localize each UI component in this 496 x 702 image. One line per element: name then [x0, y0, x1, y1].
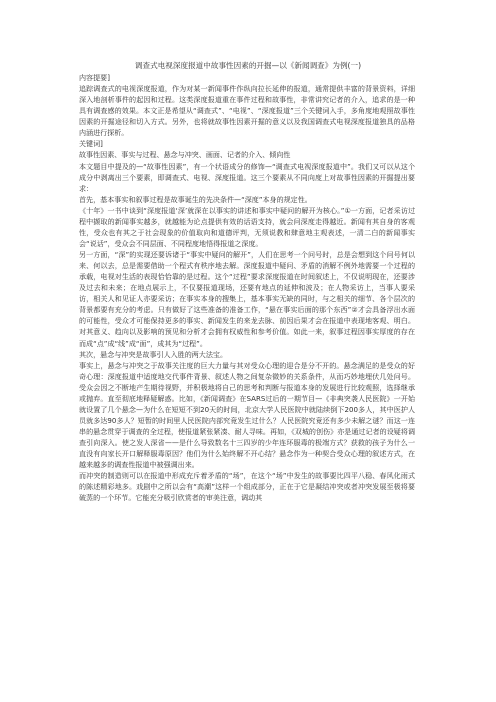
- keywords-text: 故事性因素、事实与过程、悬念与冲突、画面、记者的介入、倾向性: [79, 150, 291, 160]
- body-paragraph: 本文题目中提及的—“故事性因素”，有一个状语成分的修饰—“调查式电视深度报道中”。我们又可以从这个成分中剥离出三个要素，即调查式、电视、深度报道。这三个要素从不同向度上对故事性因素的开掘提出要求：: [79, 161, 415, 193]
- abstract-heading: 内容提要]: [79, 73, 110, 82]
- section-heading-second: 其次，悬念与冲突是故事引人入胜的两大法宝。: [79, 349, 227, 359]
- abstract-text: 追踪调查式的电视深度报道，作为对某一新闻事件作纵向拉长延伸的报道，通常提供丰富的背景资料，详细深入地剖析事件的起因和过程。这类深度报道重在事件过程和故事性，非常讲究记者的介入，追求的是一种具有调查感的效果。本文正是希望从“调查式”、“电视”、“深度报道”三个关键词入手，多角度地观照故事性因素的开掘途径和切入方式。另外，也将就故事性因素开掘的意义以及我国调查式电视深度报道独具的品格内涵进行探析。: [79, 84, 415, 138]
- body-paragraph: 事实上，悬念与冲突之于故事关注度的巨大力量与其对受众心理的迎合是分不开的。悬念满足的是受众的好奇心理：深度报道中适度地交代事件背景、叙述人物之间复杂微妙的关系条件，从而巧妙地埋伏几处问号。受众会因之不断地产生期待视野，并积极地将自己的思考和判断与报道本身的发展进行比较观照，选择继承或抛弃。直至彻底地释疑解惑。比如，《新闻调查》在SARS过后的一期节目—《非典突袭人民医院》一开始就设置了几个悬念—为什么在短短不到20天的时间，北京大学人民医院中就陆续倒下200多人，其中医护人员就多达90多人？短暂的时间里人民医院内部究竟发生过什么？人民医院究竟还有多少未解之谜？而这一连串的悬念贯穿于调查的全过程，使报道紧张紧凑、耐人寻味。再如，《双城的创伤》亦是通过记者的设疑将调查引向深入。使之发人深省——是什么导致数名十三四岁的少年连环服毒的极端方式？获救的孩子为什么一直没有向家长开口解释服毒原因？他们为什么始终解不开心结？悬念作为一种契合受众心理的叙述方式，在越来越多的调查性报道中被强调出来。: [79, 360, 415, 470]
- body-paragraph: 而冲突的制造则可以在报道中形成充斥着矛盾的“场”，在这个“场”中发生的故事要比四平八稳、春风化雨式的陈述精彩地多。戏剧中之所以会有“高潮”这样一个组成部分，正在于它是凝结冲突或者冲突发展至极将要破蒸的一个环节。它能充分吸引欣赏者的审美注意，调动其: [79, 471, 415, 503]
- body-paragraph: 另一方面，“深”的实现还要诉诸于“事实中疑问的解开”，人们在思考一个问号时，总是会想到这个问号何以来、何以去，总是需要借助一个程式有秩序地去解。深度报道中疑问、矛盾的消解不例外地需要一个过程的承载，电视对生活的表现恰恰靠的是过程。这个“过程”要求深度报道在时间叙述上，不仅说明现在，还要涉及过去和未来；在地点展示上，不仅要报道现场，还要有地点的延伸和波及；在人物采访上，当事人要采访，相关人和见证人亦要采访；在事实本身的搜集上，基本事实无缺的同时，与之相关的细节、各个层次的背景都要有充分的考虑。只有做好了这些准备的准备工作，“悬在事实后面的那个东西”②才会具备浮出水面的可能性，受众才可能保持更多的事实、新闻发生的来龙去脉、前因后果才会在报道中表现地客观、明白。对其意义、趋向以及影响的预见和分析才会拥有权威性和参考价值。如此一来，叙事过程因事实厚度的存在而成“点”成“线”成“面”，成其为“过程”。: [79, 250, 415, 348]
- section-heading-first: 首先，基本事实和叙事过程是故事诞生的先决条件—“深度”本身的规定性。: [79, 194, 312, 204]
- keywords-heading: 关键词]: [79, 139, 103, 149]
- document-body: [79, 72, 415, 503]
- body-paragraph: 《十年》一书中谈到“深度报道‘深’就深在以事实的讲述和事实中疑问的解开为核心。”①一方面，记者采访过程中撷取的新闻事实越多，就越能为论点提供有效的话语支持，就会问深度走得越近。新闻有其自身的客观性，受众也有其之于社会现象的价值取向和道德评判，无须说教和肆意地主观表述，一清二白的新闻事实会“说话”，受众会不同层面、不同程度地悟得报道之深度。: [79, 205, 415, 248]
- document-title: 调查式电视深度报道中故事性因素的开掘—以《新闻调查》为例(一): [134, 61, 362, 70]
